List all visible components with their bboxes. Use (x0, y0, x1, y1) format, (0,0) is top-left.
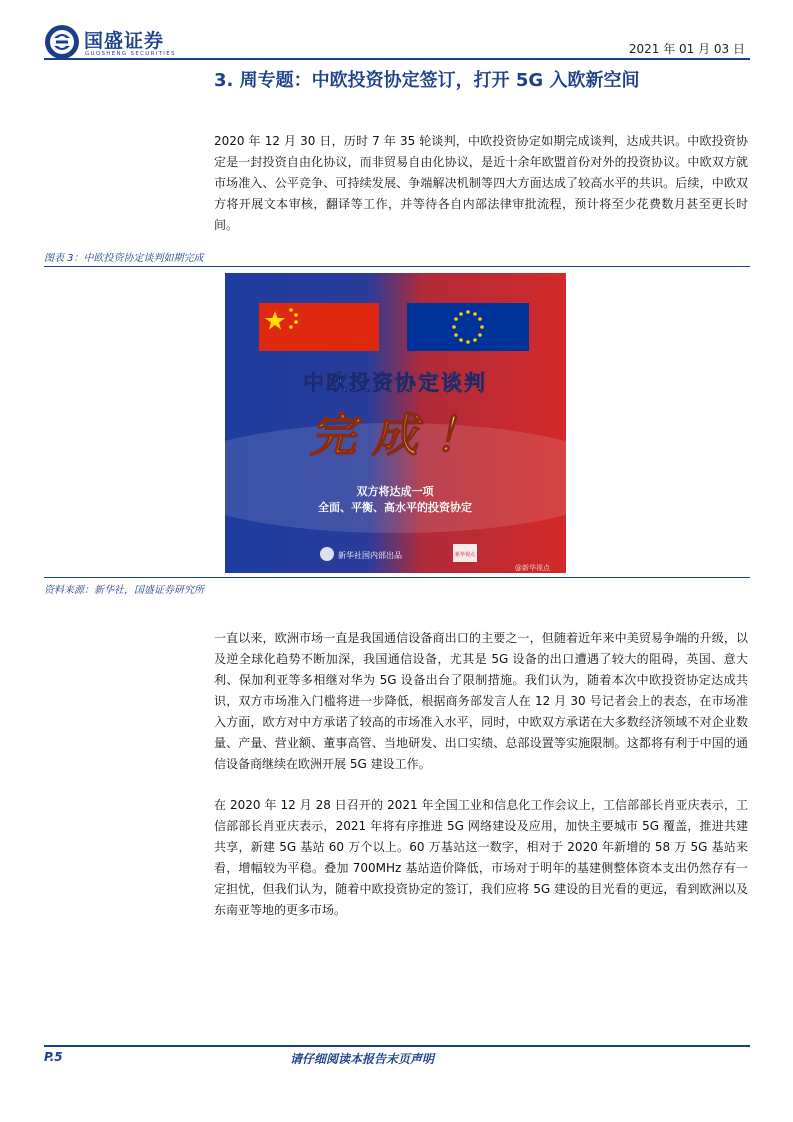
disclaimer-note: 请仔细阅读本报告末页声明 (290, 1052, 435, 1066)
poster-publisher: 新华社国内部出品 (338, 551, 402, 560)
poster-subline-1: 双方将达成一项 (356, 485, 434, 498)
section-title: 3. 周专题：中欧投资协定签订，打开 5G 入欧新空间 (214, 70, 640, 91)
eu-flag-icon (407, 303, 529, 351)
figure-source: 资料来源：新华社，国盛证券研究所 (44, 585, 204, 596)
poster-image (225, 273, 566, 573)
poster-watermark: @新华视点 (515, 564, 550, 572)
company-name-en: GUOSHENG SECURITIES (85, 51, 176, 57)
page-number: P.5 (44, 1050, 63, 1064)
report-date: 2021 年 01 月 03 日 (628, 42, 745, 56)
footer-divider (44, 1045, 750, 1047)
header-divider (44, 58, 750, 60)
poster-subline-2: 全面、平衡、高水平的投资协定 (318, 501, 472, 514)
company-logo-icon (44, 24, 80, 60)
source-divider (44, 577, 750, 578)
body-paragraph: 在 2020 年 12 月 28 日召开的 2021 年全国工业和信息化工作会议上，工信部部长肖亚庆表示，工信部部长肖亚庆表示，2021 年将有序推进 5G 网络建设及应用，加快主要城市 5G 覆盖，推进共建共享，新建 5G 基站 60 万个以上。60 万基站这一数字，相对于 2020 年新增的 58 万 5G 基站来看，增幅较为平稳。叠加 700MHz 基站造价降低，市场对于明年的基建侧整体资本支出仍然存有一定担忧，但我们认为，随着中欧投资协定的签订，我们应将 5G 建设的目光看的更远，看到欧洲以及东南亚等地的更多市场。 (214, 798, 748, 917)
poster-complete-text: 完 成 ！ (309, 408, 481, 462)
body-paragraph: 一直以来，欧洲市场一直是我国通信设备商出口的主要之一，但随着近年来中美贸易争端的升级，以及逆全球化趋势不断加深，我国通信设备，尤其是 5G 设备的出口遭遇了较大的阻碍，英国、意大利、保加利亚等多相继对华为 5G 设备出台了限制措施。我们认为，随着本次中欧投资协定达成共识，双方市场准入门槛将进一步降低，根据商务部发言人在 12 月 30 号记者会上的表态，在市场准入方面，欧方对中方承诺了较高的市场准入水平，同时，中欧双方承诺在大多数经济领域不对企业数量、产量、营业额、董事高管、当地研发、出口实绩、总部设置等实施限制。这都将有利于中国的通信设备商继续在欧洲开展 5G 建设工作。 (214, 631, 748, 771)
company-name: 国盛证券 (84, 30, 165, 52)
poster-headline: 中欧投资协定谈判 (303, 371, 487, 395)
xinhua-logo-icon (320, 547, 334, 561)
body-paragraph: 2020 年 12 月 30 日，历时 7 年 35 轮谈判，中欧投资协定如期完成谈判，达成共识。中欧投资协定是一封投资自由化协议，而非贸易自由化协议，是近十余年欧盟首份对外的投资协议。中欧双方就市场准入、公平竞争、可持续发展、争端解决机制等四大方面达成了较高水平的共识。后续，中欧双方将开展文本审核，翻译等工作，并等待各自内部法律审批流程，预计将至少花费数月甚至更长时间。 (214, 134, 748, 232)
figure-caption: 图表 3：中欧投资协定谈判如期完成 (44, 253, 204, 264)
caption-divider (44, 266, 750, 267)
poster-badge: 新华视点 (454, 552, 476, 558)
china-flag-icon (259, 303, 379, 351)
